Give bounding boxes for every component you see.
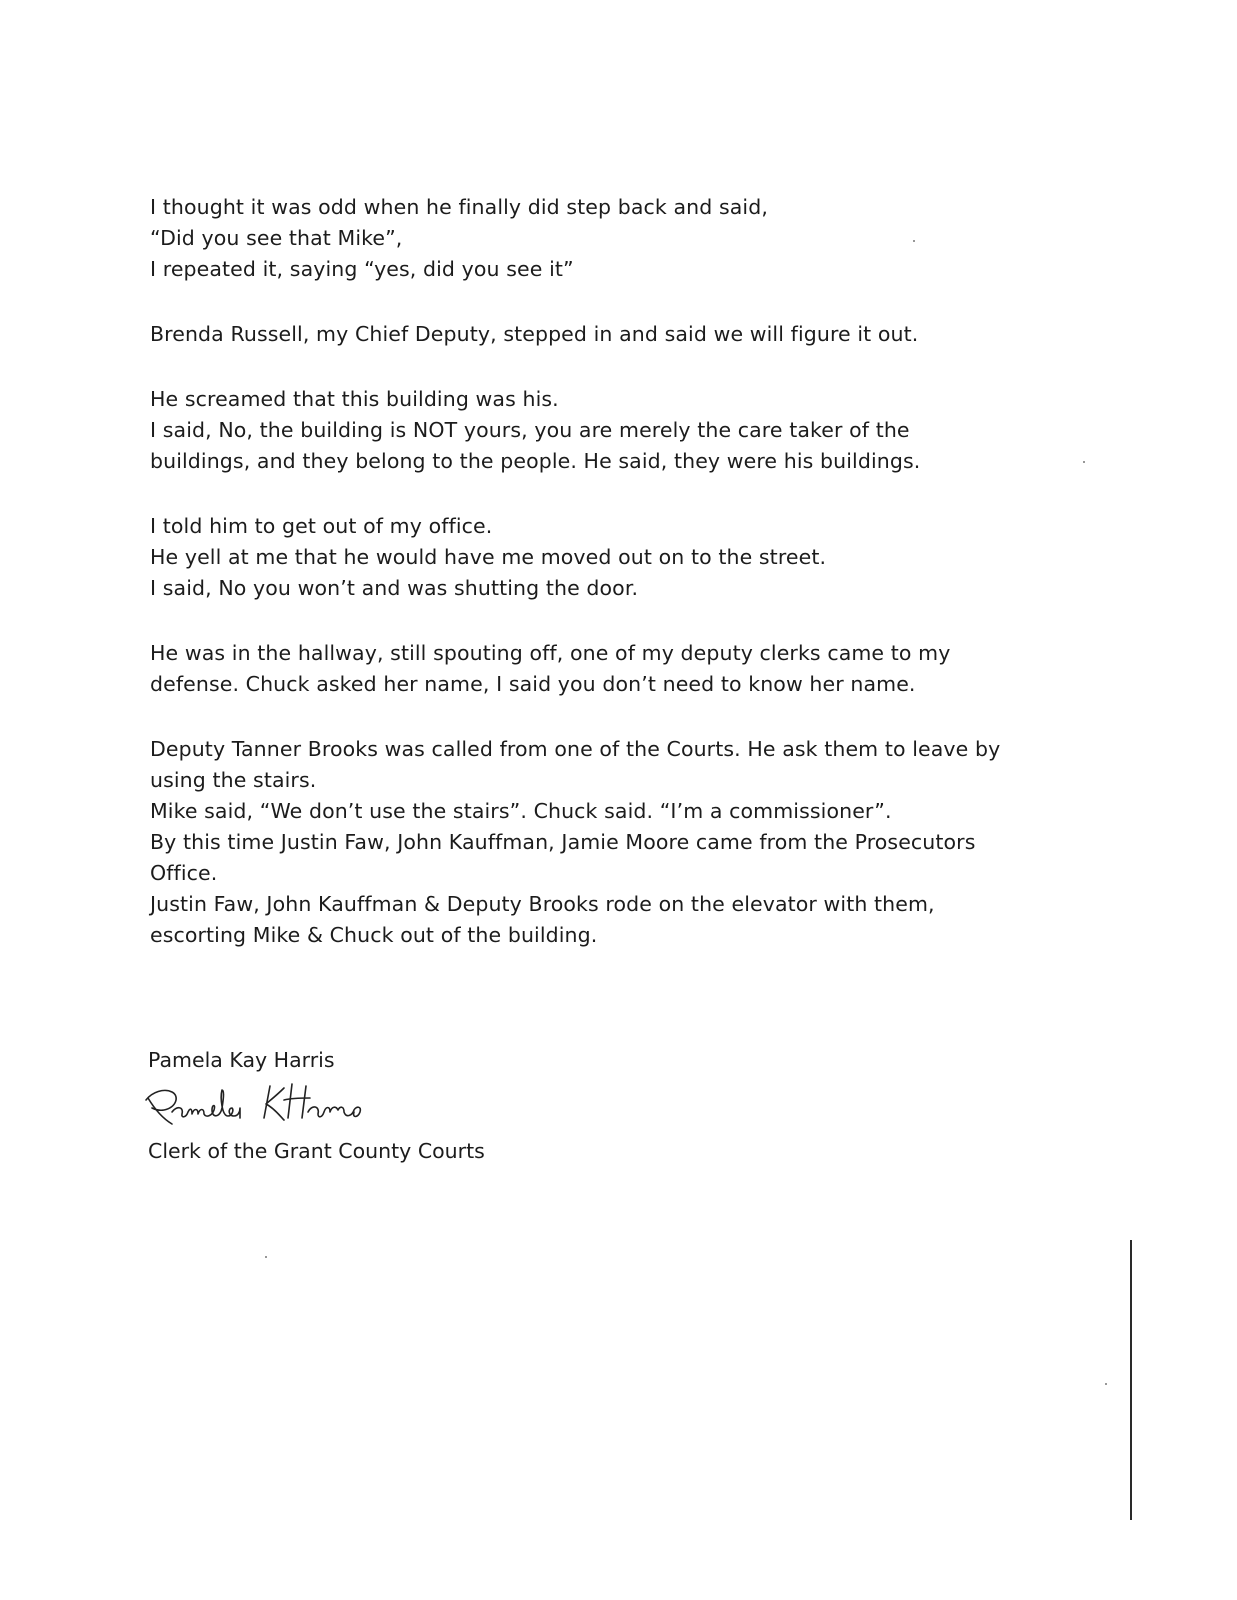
text-line: Justin Faw, John Kauffman & Deputy Brooks rode on the elevator with them, [150,892,935,916]
text-line: “Did you see that Mike”, [150,226,403,250]
text-line: I said, No, the building is NOT yours, you are merely the care taker of the [150,418,910,442]
paragraph-3 [150,384,1030,477]
scan-edge-line [1130,1240,1132,1520]
paragraph-2 [150,319,1030,350]
paragraph-6 [150,734,1030,951]
paragraph-1 [150,192,1030,285]
text-line: defense. Chuck asked her name, I said you don’t need to know her name. [150,672,916,696]
printed-name: Pamela Kay Harris [148,1048,335,1072]
scan-speck [1105,1383,1107,1385]
scan-speck [265,1256,267,1258]
signer-title: Clerk of the Grant County Courts [148,1139,485,1163]
text-line: He screamed that this building was his. [150,387,559,411]
text-line: By this time Justin Faw, John Kauffman, Jamie Moore came from the Prosecutors [150,830,976,854]
text-line: Brenda Russell, my Chief Deputy, stepped in and said we will figure it out. [150,322,919,346]
paragraph-5 [150,638,1030,700]
scan-speck [913,240,915,242]
text-line: buildings, and they belong to the people. He said, they were his buildings. [150,449,921,473]
text-line: I thought it was odd when he finally did step back and said, [150,195,768,219]
paragraph-4 [150,511,1030,604]
text-line: He was in the hallway, still spouting off, one of my deputy clerks came to my [150,641,951,665]
text-line: He yell at me that he would have me moved out on to the street. [150,545,827,569]
text-line: I repeated it, saying “yes, did you see it” [150,257,574,281]
text-line: I said, No you won’t and was shutting the door. [150,576,639,600]
text-line: I told him to get out of my office. [150,514,493,538]
text-line: Deputy Tanner Brooks was called from one of the Courts. He ask them to leave by [150,737,1001,761]
text-line: using the stairs. [150,768,317,792]
letter-body [150,192,1030,985]
text-line: escorting Mike & Chuck out of the building. [150,923,598,947]
signature-block [148,1045,485,1167]
text-line: Mike said, “We don’t use the stairs”. Chuck said. “I’m a commissioner”. [150,799,892,823]
text-line: Office. [150,861,218,885]
handwritten-signature [142,1078,412,1136]
scan-speck [1083,461,1085,463]
